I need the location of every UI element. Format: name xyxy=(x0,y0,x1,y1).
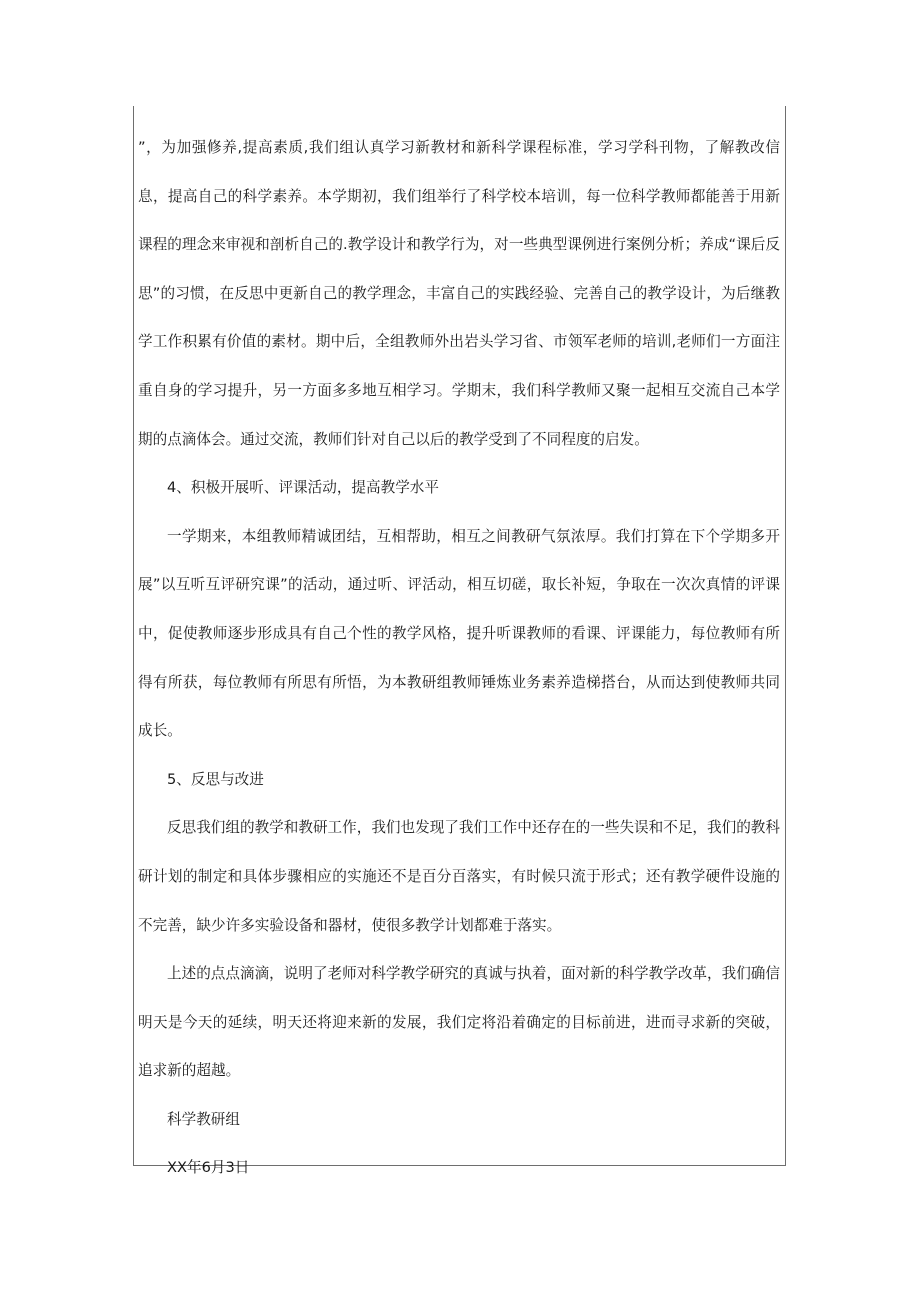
paragraph-reflection: 反思我们组的教学和教研工作，我们也发现了我们工作中还存在的一些失误和不足，我们的教科研计划的制定和具体步骤相应的实施还不是百分百落实，有时候只流于形式；还有教学硬件设施的不完善，缺少许多实验设备和器材，使很多教学计划都难于落实。 xyxy=(138,819,780,934)
document-body xyxy=(138,124,780,1193)
section-heading-listening-evaluating: 4、积极开展听、评课活动，提高教学水平 xyxy=(167,479,439,497)
paragraph-conclusion: 上述的点点滴滴，说明了老师对科学教学研究的真诚与执着，面对新的科学教学改革，我们确信明天是今天的延续，明天还将迎来新的发展，我们定将沿着确定的目标前进，进而寻求新的突破，追求新的超越。 xyxy=(138,965,780,1080)
signature-group: 科学教研组 xyxy=(167,1110,240,1128)
paragraph-study-training: ”，为加强修养,提高素质,我们组认真学习新教材和新科学课程标准，学习学科刊物，了解教改信息，提高自己的科学素养。本学期初，我们组举行了科学校本培训，每一位科学教师都能善于用新课程的理念来审视和剖析自己的.教学设计和教学行为，对一些典型课例进行案例分析；养成“课后反思”的习惯，在反思中更新自己的教学理念，丰富自己的实践经验、完善自己的教学设计，为后继教学工作积累有价值的素材。期中后，全组教师外出岩头学习省、市领军老师的培训,老师们一方面注重自身的学习提升，另一方面多多地互相学习。学期末，我们科学教师又聚一起相互交流自己本学期的点滴体会。通过交流，教师们针对自己以后的教学受到了不同程度的启发。 xyxy=(138,139,780,448)
document-frame xyxy=(133,106,786,1177)
section-heading-reflection: 5、反思与改进 xyxy=(167,770,264,788)
paragraph-listening-evaluating: 一学期来，本组教师精诚团结，互相帮助，相互之间教研气氛浓厚。我们打算在下个学期多开展”以互听互评研究课”的活动，通过听、评活动，相互切磋，取长补短，争取在一次次真情的评课中，促使教师逐步形成具有自己个性的教学风格，提升听课教师的看课、评课能力，每位教师有所得有所获，每位教师有所思有所悟，为本教研组教师锤炼业务素养造梯搭台，从而达到使教师共同成长。 xyxy=(138,527,780,740)
signature-date: XX年6月3日 xyxy=(167,1159,250,1177)
